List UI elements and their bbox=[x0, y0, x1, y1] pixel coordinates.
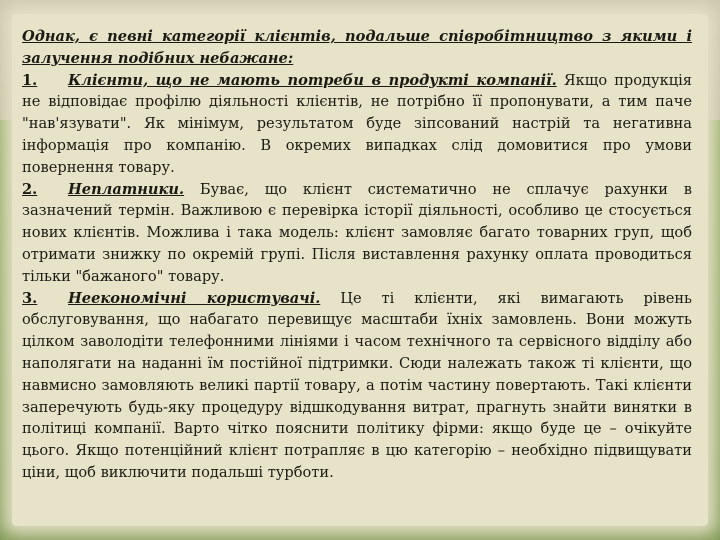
item-number: 3. bbox=[22, 289, 38, 307]
item-3 bbox=[22, 288, 692, 484]
item-body: Це ті клієнти, які вимагають рівень обслуговування, що набагато перевищує масштаби їхніх замовлень. Вони можуть цілком заволодіти телефонними лініями і часом технічного та сервісного відділу або наполягати на наданні їм постійної підтримки. Сюди належать також ті клієнти, що навмисно замовляють великі партії товару, а потім частину повертають. Такі клієнти заперечують будь-яку процедуру відшкодування витрат, прагнуть знайти винятки в політиці компанії. Варто чітко пояснити політику фірми: якщо буде це – очікуйте цього. Якщо потенційний клієнт потрапляє в цю категорію – необхідно підвищувати ціни, щоб виключити подальші турботи. bbox=[22, 289, 692, 481]
item-2 bbox=[22, 179, 692, 288]
item-1 bbox=[22, 70, 692, 179]
item-title: Неекономічні користувачі. bbox=[68, 289, 321, 307]
slide-text bbox=[22, 26, 692, 484]
intro-heading: Однак, є певні категорії клієнтів, подальше співробітництво з якими і залучення подібних небажане: bbox=[22, 28, 692, 67]
item-body: Буває, що клієнт систематично не сплачує рахунки в зазначений термін. Важливою є перевірка історії діяльності, особливо це стосується нових клієнтів. Можлива і така модель: клієнт замовляє багато товарних груп, щоб отримати знижку по окремій групі. Після виставлення рахунку оплата проводиться тільки "бажаного" товару. bbox=[22, 180, 693, 285]
item-body: Якщо продукція не відповідає профілю діяльності клієнтів, не потрібно її пропонувати, а тим паче "нав'язувати". Як мінімум, результатом буде зіпсований настрій та негативна інформація про компанію. В окремих випадках слід домовитися про умови повернення товару. bbox=[22, 71, 692, 176]
item-number: 1. bbox=[22, 71, 38, 89]
item-number: 2. bbox=[22, 180, 38, 198]
item-title: Неплатники. bbox=[68, 180, 185, 198]
intro-paragraph bbox=[22, 26, 692, 70]
item-title: Клієнти, що не мають потреби в продукті компанії. bbox=[68, 71, 557, 89]
